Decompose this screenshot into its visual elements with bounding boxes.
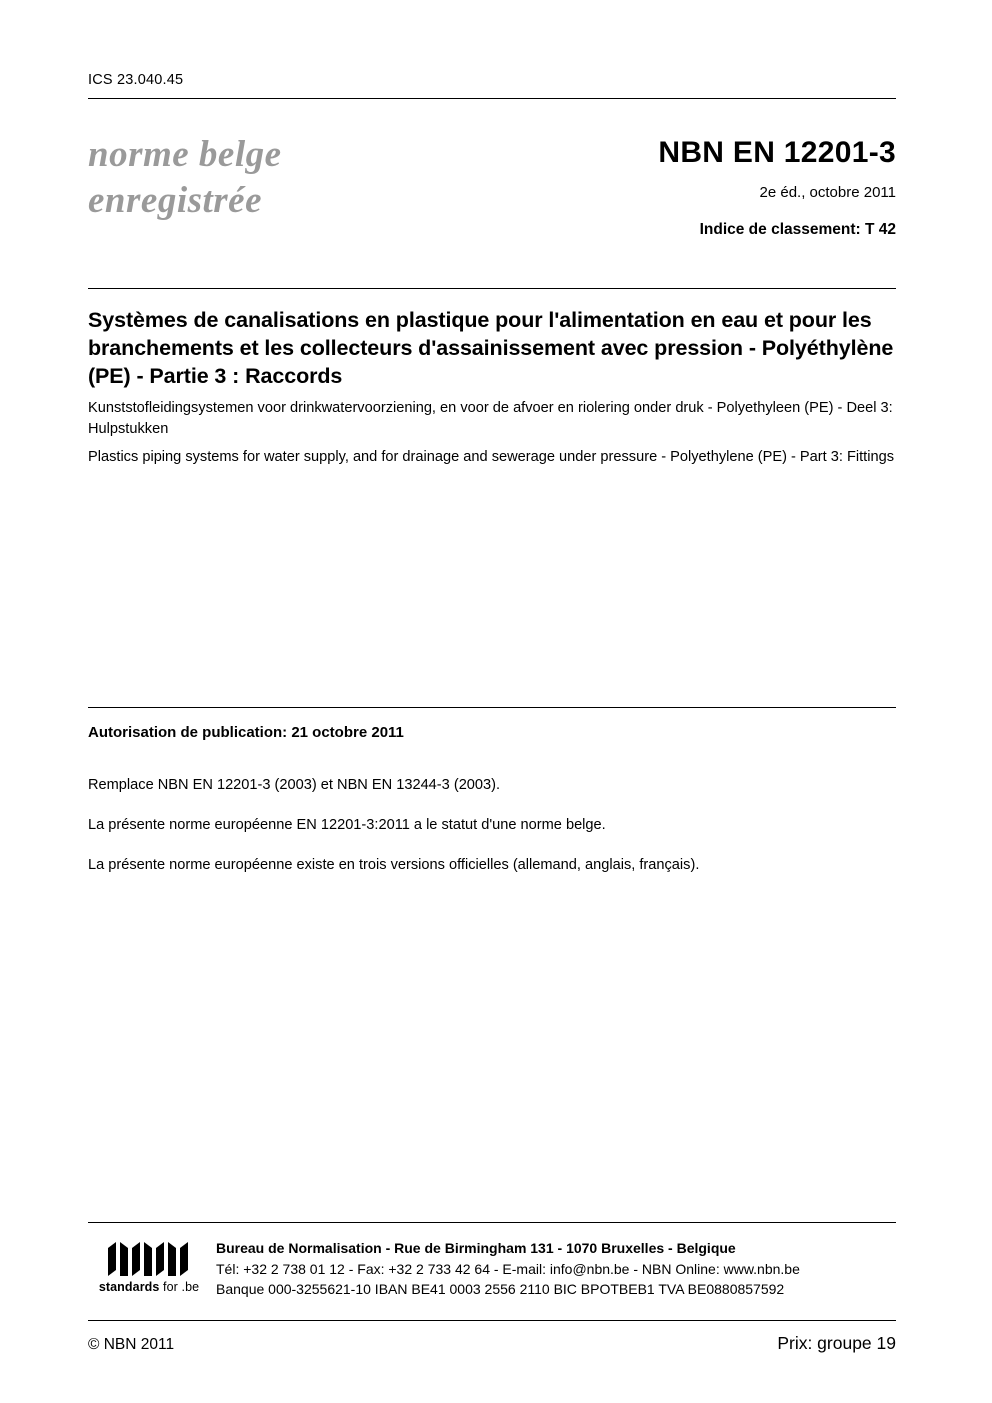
divider-bottom — [88, 1320, 896, 1321]
logo-text-light: for .be — [159, 1280, 200, 1294]
note-replaces: Remplace NBN EN 12201-3 (2003) et NBN EN 13244-3 (2003). — [88, 777, 501, 793]
nbn-logo-text — [90, 1280, 208, 1294]
reference-block — [466, 136, 896, 239]
standard-number: NBN EN 12201-3 — [658, 136, 896, 169]
classification-index: Indice de classement: T 42 — [699, 221, 896, 238]
divider-publication — [88, 707, 896, 708]
masthead — [88, 132, 508, 224]
authorisation-line: Autorisation de publication: 21 octobre 2011 — [88, 724, 404, 741]
title-dutch: Kunststofleidingsystemen voor drinkwatervoorziening, en voor de afvoer en riolering onder druk - Polyethyleen (PE) - Deel 3: Hulpstukken — [88, 400, 893, 437]
copyright: © NBN 2011 — [88, 1336, 175, 1353]
logo-text-bold: standards — [98, 1280, 160, 1294]
price-group: Prix: groupe 19 — [777, 1333, 896, 1353]
footer-address: Bureau de Normalisation - Rue de Birmingham 131 - 1070 Bruxelles - Belgique — [216, 1240, 736, 1256]
note-status: La présente norme européenne EN 12201-3:2011 a le statut d'une norme belge. — [88, 817, 606, 833]
footer-contact-block — [216, 1238, 896, 1300]
footer-bank: Banque 000-3255621-10 IBAN BE41 0003 2556 2110 BIC BPOTBEB1 TVA BE0880857592 — [216, 1281, 785, 1297]
note-versions: La présente norme européenne existe en trois versions officielles (allemand, anglais, français). — [88, 857, 700, 873]
page-content — [88, 0, 896, 1403]
title-french: Systèmes de canalisations en plastique pour l'alimentation en eau et pour les branchements et les collecteurs d'assainissement avec pression - Polyéthylène (PE) - Partie 3 : Raccords — [88, 308, 894, 388]
divider-footer — [88, 1222, 896, 1223]
footer-contact: Tél: +32 2 738 01 12 - Fax: +32 2 733 42 64 - E-mail: info@nbn.be - NBN Online: www.nbn.be — [216, 1260, 800, 1277]
divider-top — [88, 98, 896, 99]
nbn-logo-icon — [106, 1238, 192, 1278]
nbn-logo — [90, 1238, 208, 1294]
masthead-line-1: norme belge — [88, 134, 282, 175]
masthead-line-2: enregistrée — [88, 180, 263, 221]
divider-title — [88, 288, 896, 289]
ics-code: ICS 23.040.45 — [88, 72, 184, 88]
title-english: Plastics piping systems for water supply, and for drainage and sewerage under pressure - Polyethylene (PE) - Part 3: Fittings — [88, 449, 895, 465]
edition-date: 2e éd., octobre 2011 — [759, 184, 896, 201]
